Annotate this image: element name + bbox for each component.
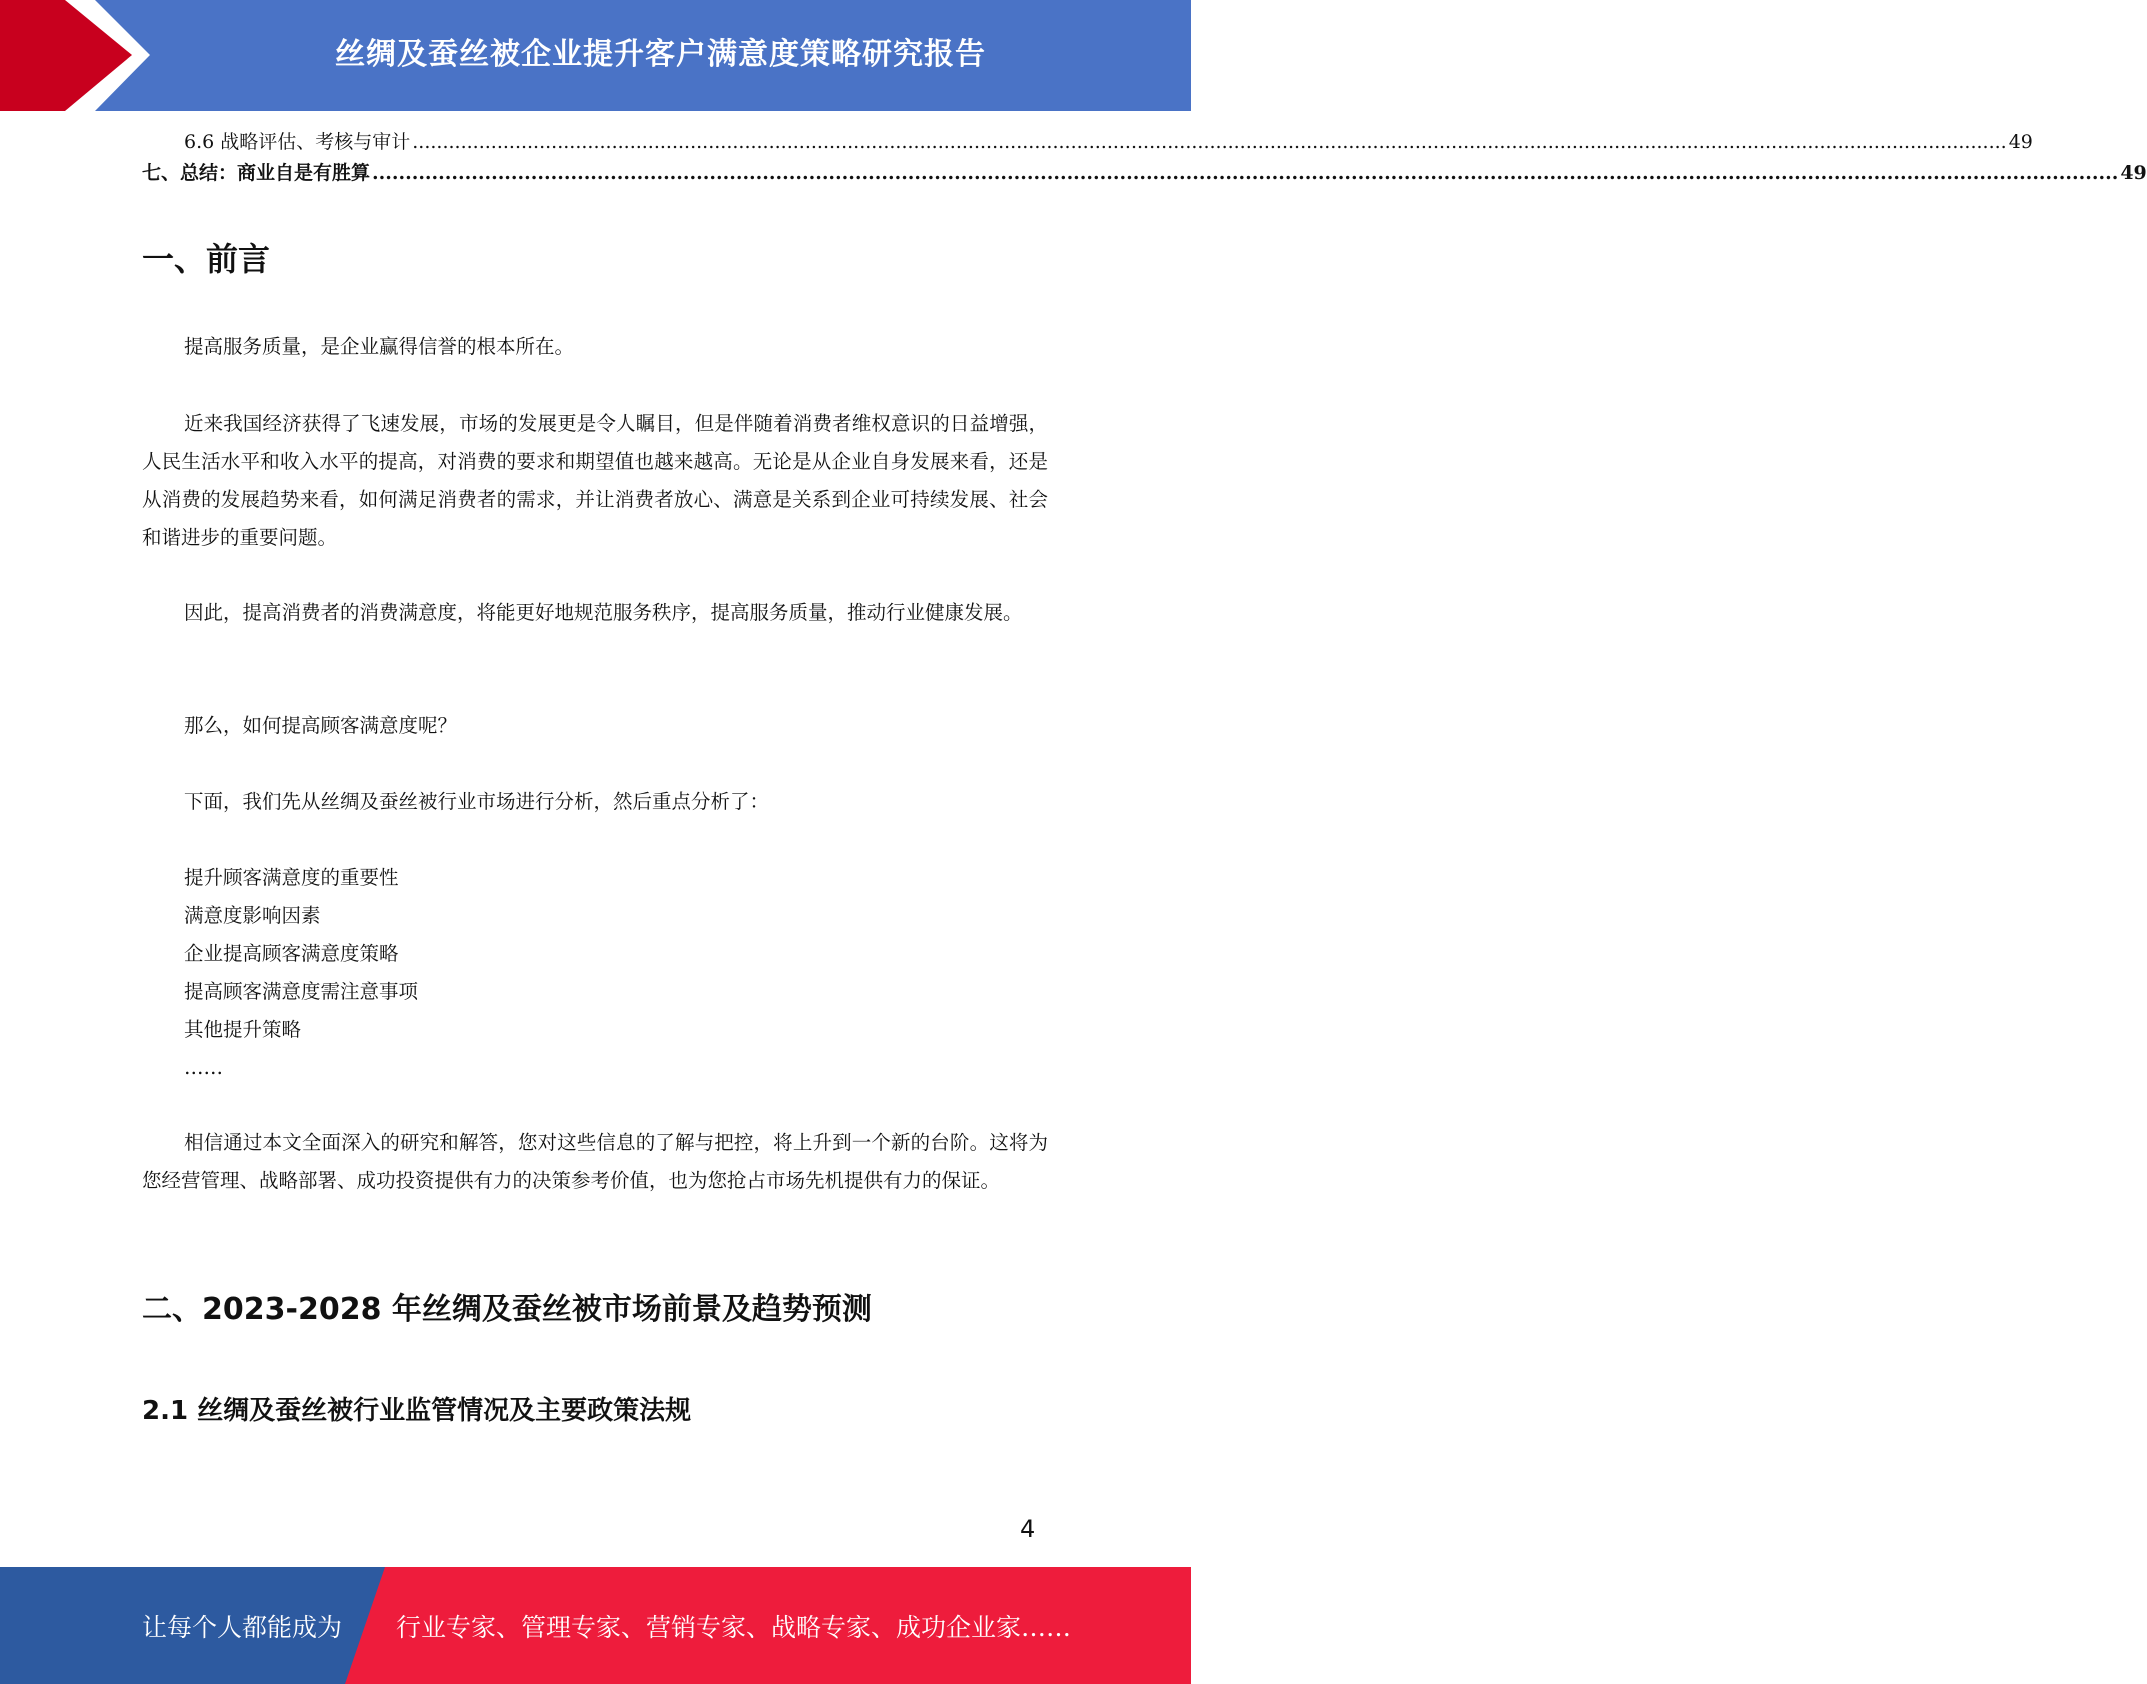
list-item: 其他提升策略 <box>184 1018 302 1041</box>
toc-leader: ........................................................................................................................................................................................................................................................................ <box>412 131 2007 153</box>
report-title: 丝绸及蚕丝被企业提升客户满意度策略研究报告 <box>335 36 986 72</box>
toc-entry[interactable] <box>142 127 2033 158</box>
section-heading: 一、前言 <box>142 240 271 278</box>
paragraph: 那么，如何提高顾客满意度呢？ <box>184 714 458 737</box>
paragraph: 下面，我们先从丝绸及蚕丝被行业市场进行分析，然后重点分析了： <box>184 790 770 813</box>
subsection-heading: 2.1 丝绸及蚕丝被行业监管情况及主要政策法规 <box>142 1396 692 1426</box>
list-item: 满意度影响因素 <box>184 904 321 927</box>
list-item: …… <box>184 1056 223 1079</box>
list-item: 企业提高顾客满意度策略 <box>184 942 399 965</box>
toc-entry-title: 七、总结：商业自是有胜算 <box>142 162 371 184</box>
topic-list <box>184 859 418 1087</box>
page-number: 4 <box>1020 1515 1036 1543</box>
toc-entry[interactable] <box>142 158 2147 189</box>
paragraph: 近来我国经济获得了飞速发展，市场的发展更是令人瞩目，但是伴随着消费者维权意识的日益增强，人民生活水平和收入水平的提高，对消费的要求和期望值也越来越高。无论是从企业自身发展来看，还是从消费的发展趋势来看，如何满足消费者的需求，并让消费者放心、满意是关系到企业可持续发展、社会和谐进步的重要问题。 <box>142 412 1048 549</box>
paragraph: 相信通过本文全面深入的研究和解答，您对这些信息的了解与把控，将上升到一个新的台阶。这将为您经营管理、战略部署、成功投资提供有力的决策参考价值，也为您抢占市场先机提供有力的保证。 <box>142 1131 1048 1192</box>
toc-entry-page: 49 <box>2008 131 2033 153</box>
paragraph: 提高服务质量，是企业赢得信誉的根本所在。 <box>184 335 575 358</box>
toc-entry-title: 6.6 战略评估、考核与审计 <box>184 131 411 153</box>
page-footer <box>0 1567 1191 1684</box>
page-header <box>0 0 1191 111</box>
list-item: 提高顾客满意度需注意事项 <box>184 980 419 1003</box>
toc-entry-page: 49 <box>2120 162 2147 184</box>
list-item: 提升顾客满意度的重要性 <box>184 866 399 889</box>
table-of-contents <box>142 127 2147 189</box>
footer-slogan-right: 行业专家、管理专家、营销专家、战略专家、成功企业家…… <box>396 1612 1072 1642</box>
section-heading: 二、2023-2028 年丝绸及蚕丝被市场前景及趋势预测 <box>142 1292 872 1327</box>
footer-slogan-left: 让每个人都能成为 <box>142 1612 343 1642</box>
paragraph: 因此，提高消费者的消费满意度，将能更好地规范服务秩序，提高服务质量，推动行业健康发展。 <box>184 601 1023 624</box>
toc-leader: ........................................................................................................................................................................................................................................................................ <box>372 162 2119 184</box>
